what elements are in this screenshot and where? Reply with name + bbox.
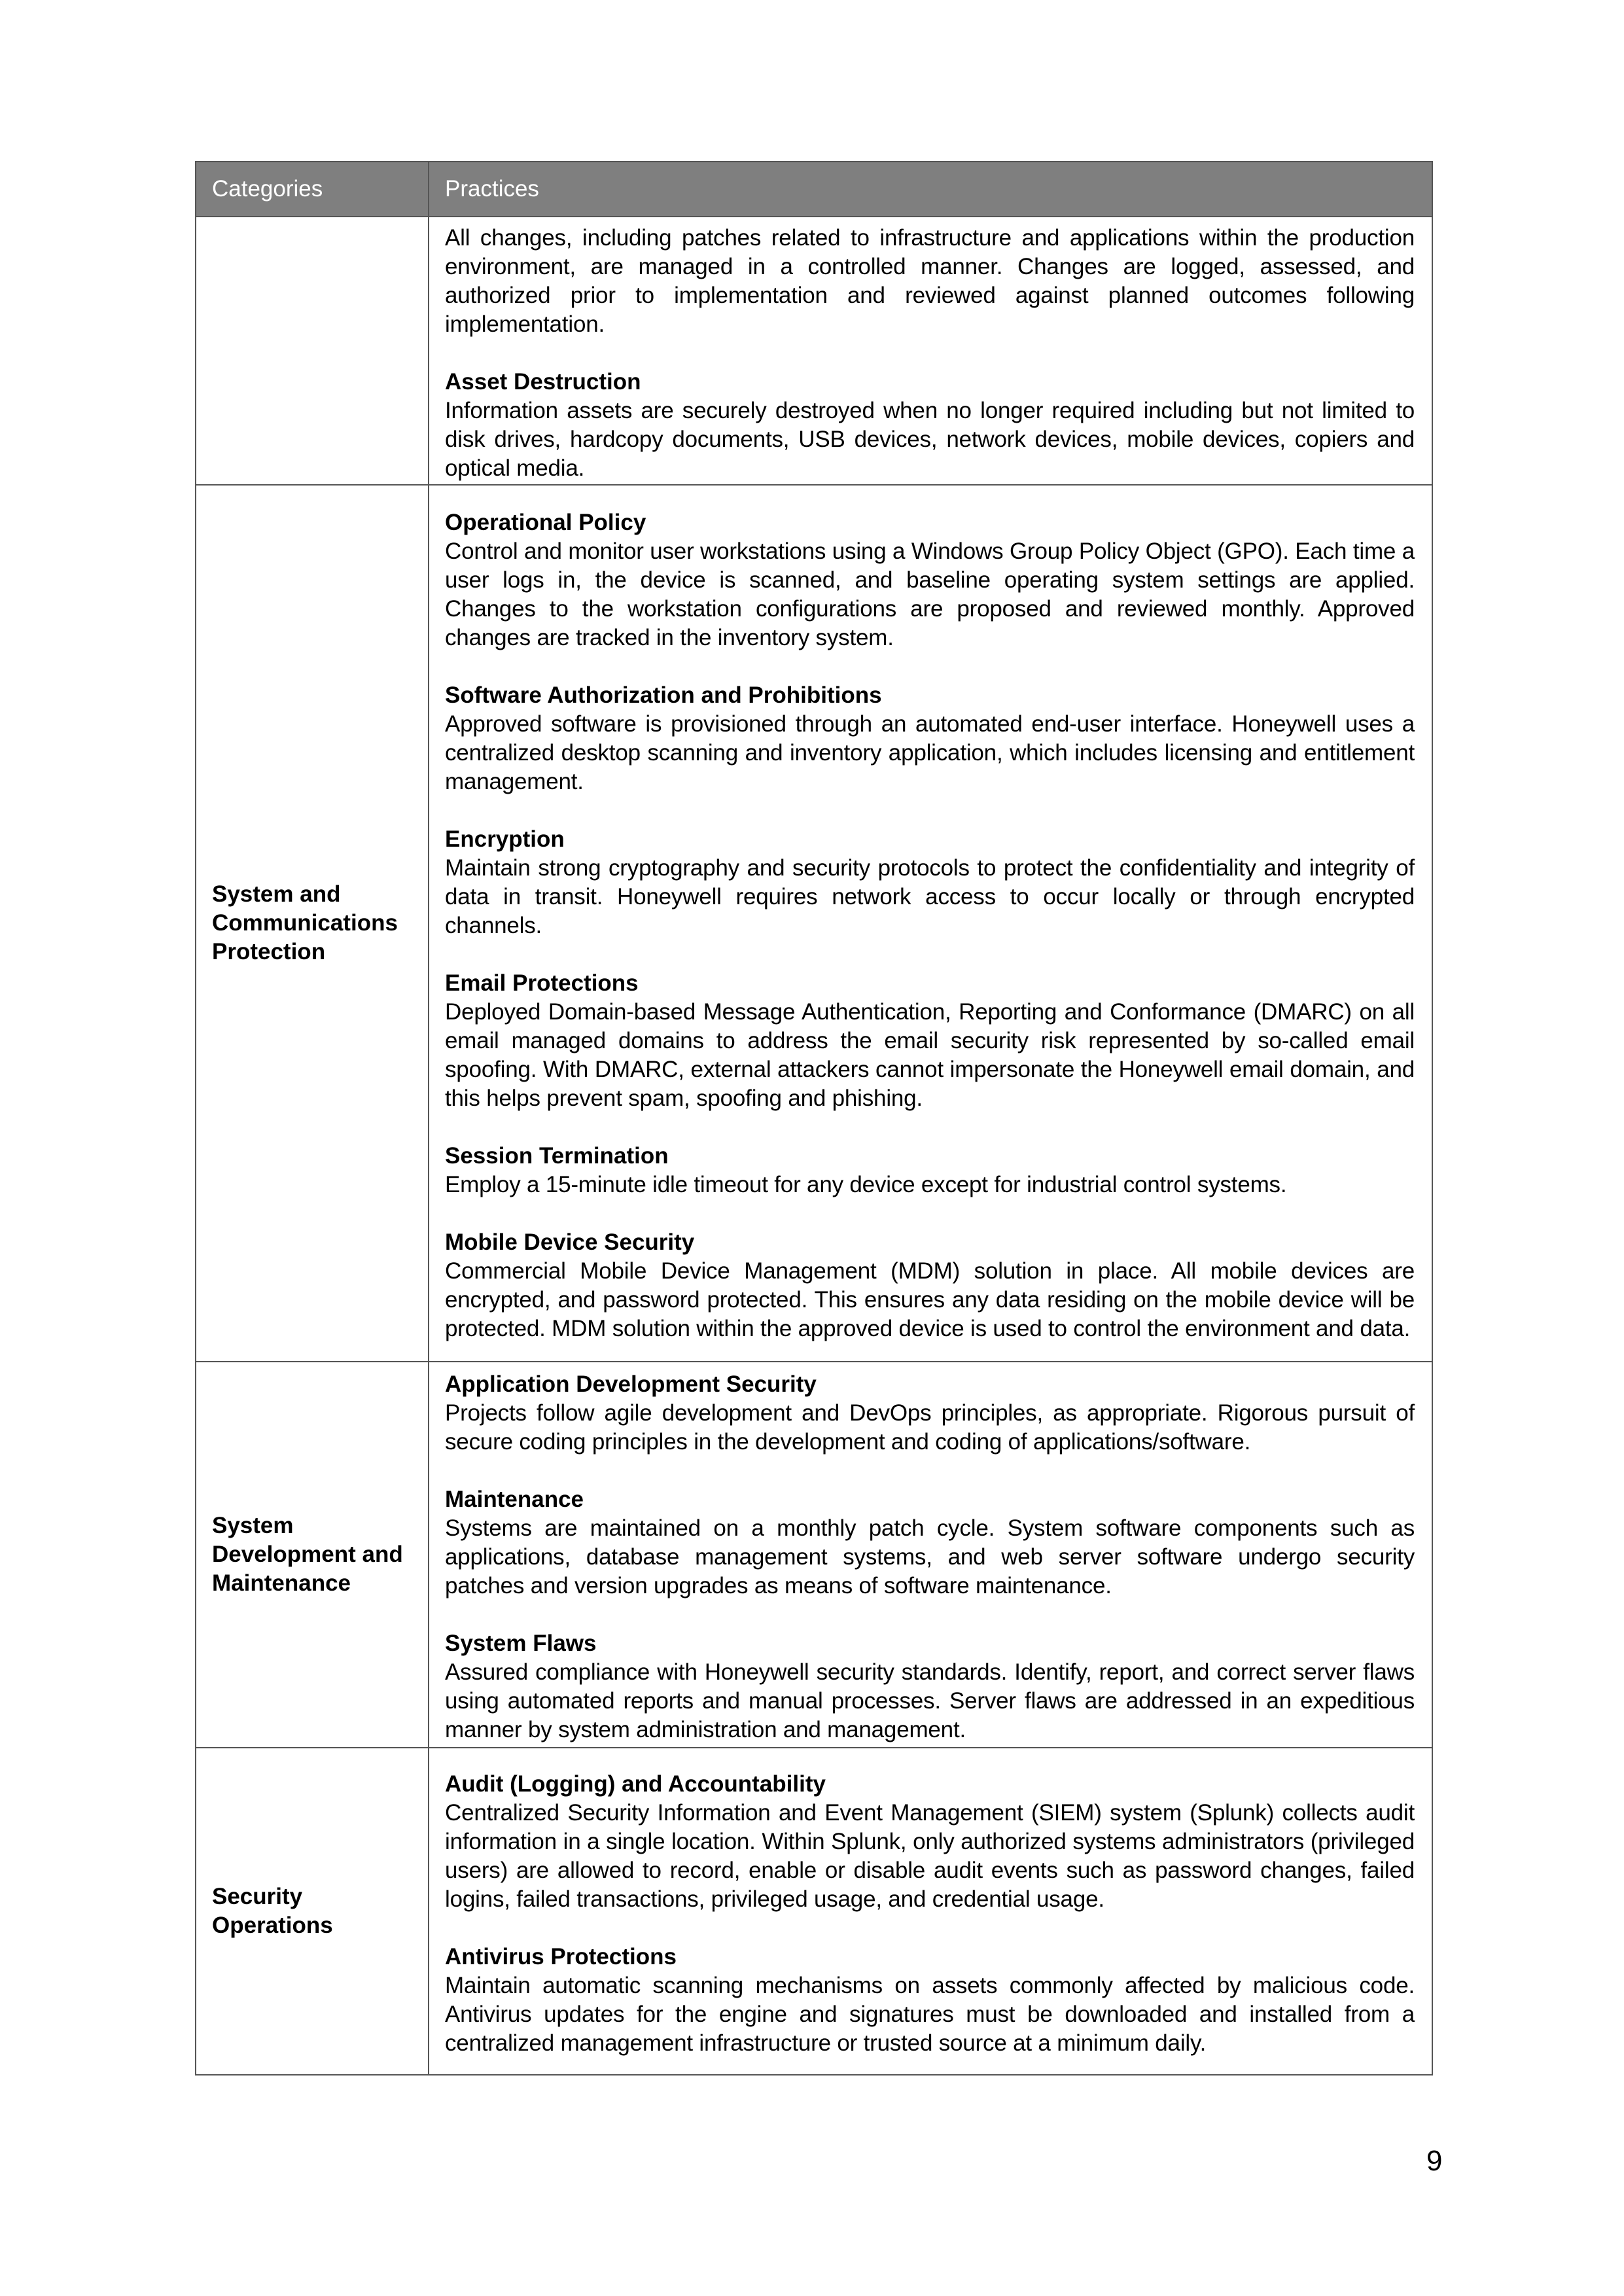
practice-text: Approved software is provisioned through an automated end-user interface. Honeywell uses a centralized desktop scanning and inventory application, which includes licensing and entitlement management. — [445, 711, 1415, 794]
practice-block — [445, 1485, 1415, 1600]
practices-cell — [429, 1362, 1432, 1748]
category-cell: Security Operations — [196, 1748, 429, 2075]
table-row — [196, 485, 1432, 1362]
header-categories: Categories — [196, 162, 429, 217]
practices-cell — [429, 217, 1432, 485]
practice-heading: Audit (Logging) and Accountability — [445, 1771, 826, 1797]
practice-block — [445, 969, 1415, 1113]
practice-block — [445, 508, 1415, 652]
practice-block — [445, 681, 1415, 796]
practice-heading: Operational Policy — [445, 510, 646, 535]
practice-text: Employ a 15-minute idle timeout for any device except for industrial control systems. — [445, 1172, 1287, 1197]
practice-text: Deployed Domain-based Message Authentication, Reporting and Conformance (DMARC) on all email managed domains to address the email security risk represented by so-called email spoofing. With DMARC, external attackers cannot impersonate the Honeywell email domain, and this helps prevent spam, spoofing and phishing. — [445, 999, 1415, 1111]
category-cell: System Development and Maintenance — [196, 1362, 429, 1748]
table-header-row — [196, 162, 1432, 217]
practice-block — [445, 1629, 1415, 1744]
practice-heading: Application Development Security — [445, 1371, 817, 1397]
practice-text: Assured compliance with Honeywell security standards. Identify, report, and correct server flaws using automated reports and manual processes. Server flaws are addressed in an expeditious manner by system administration and management. — [445, 1659, 1415, 1742]
practice-heading: Asset Destruction — [445, 369, 641, 395]
practice-block — [445, 1142, 1415, 1199]
practices-cell — [429, 485, 1432, 1362]
practice-block — [445, 1770, 1415, 1914]
practice-heading: Mobile Device Security — [445, 1229, 695, 1255]
practice-block — [445, 1228, 1415, 1343]
practice-block — [445, 368, 1415, 483]
practice-heading: Software Authorization and Prohibitions — [445, 682, 882, 708]
practice-heading: Maintenance — [445, 1487, 584, 1512]
practice-text: All changes, including patches related to infrastructure and applications within the production environment, are managed in a controlled manner. Changes are logged, assessed, and authorized prior to implementation and reviewed against planned outcomes following implementation. — [445, 225, 1415, 337]
practice-text: Commercial Mobile Device Management (MDM) solution in place. All mobile devices are encrypted, and password protected. This ensures any data residing on the mobile device will be protected. MDM solution within the approved device is used to control the environment and data. — [445, 1258, 1415, 1341]
category-cell: System and Communications Protection — [196, 485, 429, 1362]
practice-text: Centralized Security Information and Event Management (SIEM) system (Splunk) collects audit information in a single location. Within Splunk, only authorized systems administrators (privileged users) are allowed to record, enable or disable audit events such as password changes, failed logins, failed transactions, privileged usage, and credential usage. — [445, 1800, 1415, 1912]
practice-text: Control and monitor user workstations using a Windows Group Policy Object (GPO). Each time a user logs in, the device is scanned, and baseline operating system settings are applied. Changes to the workstation configurations are proposed and reviewed monthly. Approved changes are tracked in the inventory system. — [445, 539, 1415, 650]
practice-text: Systems are maintained on a monthly patch cycle. System software components such as applications, database management systems, and web server software undergo security patches and version upgrades as means of software maintenance. — [445, 1515, 1415, 1598]
practices-cell — [429, 1748, 1432, 2075]
table-row — [196, 217, 1432, 485]
category-cell — [196, 217, 429, 485]
practice-heading: Encryption — [445, 826, 565, 852]
practices-table — [195, 161, 1433, 2075]
table-row — [196, 1362, 1432, 1748]
practice-heading: Session Termination — [445, 1143, 669, 1169]
practice-text: Maintain strong cryptography and security protocols to protect the confidentiality and integrity of data in transit. Honeywell requires network access to occur locally or through encrypted channels. — [445, 855, 1415, 938]
practice-block — [445, 825, 1415, 940]
practice-text: Information assets are securely destroyed when no longer required including but not limited to disk drives, hardcopy documents, USB devices, network devices, mobile devices, copiers and optical media. — [445, 398, 1415, 481]
page-number: 9 — [1426, 2145, 1443, 2177]
table-row — [196, 1748, 1432, 2075]
practice-text: Projects follow agile development and DevOps principles, as appropriate. Rigorous pursuit of secure coding principles in the development and coding of applications/software. — [445, 1400, 1415, 1455]
practice-heading: Antivirus Protections — [445, 1944, 677, 1969]
practice-block — [445, 224, 1415, 339]
practice-heading: System Flaws — [445, 1631, 597, 1656]
practice-block — [445, 1370, 1415, 1457]
header-practices: Practices — [429, 162, 1432, 217]
practice-text: Maintain automatic scanning mechanisms on assets commonly affected by malicious code. Antivirus updates for the engine and signatures must be downloaded and installed from a centralized management infrastructure or trusted source at a minimum daily. — [445, 1973, 1415, 2056]
practice-block — [445, 1943, 1415, 2058]
practice-heading: Email Protections — [445, 970, 639, 996]
